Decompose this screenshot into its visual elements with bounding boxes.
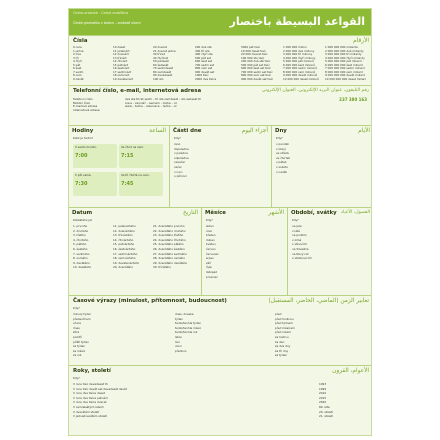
- time-expression-item: za týden: [73, 344, 86, 349]
- time-expression-item: před měsícem: [275, 325, 295, 330]
- number-item: 90 devadesát: [153, 73, 173, 77]
- year-item: 80. léta: [319, 404, 330, 409]
- number-item: 100 000 sto tisíc: [241, 55, 265, 60]
- number-item: 4 000 000 000 čtyři miliardy: [325, 55, 365, 60]
- section-title-ar: الساعة: [149, 127, 166, 134]
- number-item: 5 pět: [73, 62, 81, 67]
- brand-line: Česko-arabská · Česká arabština: [73, 11, 129, 15]
- date-item: 20. dvacátého: [113, 265, 134, 270]
- day-item: ve čtvrtek: [276, 155, 291, 160]
- date-item: 25. dvacátého pátého: [153, 242, 184, 247]
- number-item: 2 000 000 dva miliony: [283, 48, 315, 53]
- number-item: 4 000 000 čtyři miliony: [283, 55, 316, 60]
- number-item: 7 000 000 000 sedm miliard: [325, 66, 365, 70]
- number-item: 8 000 000 osm milionů: [283, 69, 316, 74]
- section-title: Roky, století: [73, 367, 111, 374]
- time-expression-item: předloni: [175, 348, 187, 353]
- panel-dny: [271, 126, 372, 207]
- season-item: v létě: [292, 228, 300, 233]
- clock-time-label: V půl osmé.: [75, 173, 92, 177]
- number-item: 1 jedna: [73, 48, 84, 53]
- day-item: v pátek: [276, 160, 287, 165]
- season-item: na Silvestra: [292, 246, 309, 251]
- time-expression-item: za tři dny: [275, 348, 289, 353]
- season-item: o Velikonocích: [292, 256, 312, 261]
- casove-col-3: [275, 313, 295, 359]
- number-item: 21 dvacet jedna: [153, 48, 176, 53]
- number-item: 4 čtyři: [73, 59, 82, 63]
- number-item: 14 čtrnáct: [113, 59, 128, 63]
- numbers-column: [325, 46, 366, 81]
- number-item: 900 devět set: [195, 69, 215, 74]
- month-item: únor: [206, 228, 213, 233]
- month-item: září: [206, 260, 212, 265]
- email-line: anna – zavináč – seznam – tečka – cz: [125, 100, 177, 105]
- number-item: 6 šest: [73, 66, 82, 70]
- date-item: 2. druhého: [73, 228, 89, 233]
- date-item: 10. desátého: [73, 265, 92, 270]
- time-expression-item: tento/tenhle rok: [175, 330, 198, 335]
- number-item: 2 dva: [73, 52, 81, 56]
- date-item: 13. třináctého: [113, 233, 133, 238]
- date-item: 16. šestnáctého: [113, 246, 136, 251]
- section-title-ar: الأيام: [358, 127, 370, 134]
- number-item: 80 osmdesát: [153, 69, 172, 74]
- datum-question: Kolikátého je?: [73, 219, 93, 222]
- section-date-row: [69, 207, 372, 295]
- clock-time-label: Ve čtvrt na osm.: [121, 145, 144, 149]
- part-of-day-item: dopoledne: [174, 146, 189, 151]
- roky-list: [73, 383, 127, 420]
- section-time-row: [69, 125, 372, 207]
- time-expression-item: před: [275, 313, 282, 316]
- time-expression-item: vloni: [175, 344, 182, 349]
- number-item: 1000 tisíc: [195, 73, 209, 77]
- number-item: 70 sedmdesát: [153, 66, 173, 70]
- month-item: říjen: [206, 265, 213, 270]
- number-item: 10 deset: [113, 46, 126, 49]
- month-item: srpen: [206, 256, 214, 261]
- season-item: v zimě: [292, 237, 302, 242]
- number-item: 40 čtyřicet: [153, 55, 169, 60]
- number-item: 5 000 000 000 pět miliard: [325, 59, 362, 63]
- phone-line: dva sta třicet sedm – tři sta osmdesát – sto šedesát tři: [125, 98, 202, 101]
- section-title: Dny: [275, 127, 287, 134]
- clock-time-box: [119, 144, 163, 168]
- number-item: 20 000 dvacet tisíc: [241, 52, 268, 56]
- section-roky: [69, 365, 372, 436]
- number-item: 3 000 000 tři miliony: [283, 52, 313, 56]
- part-of-day-item: v noci: [174, 169, 183, 174]
- section-title: Čísla: [73, 37, 88, 44]
- month-item: duben: [206, 237, 215, 242]
- year-phrase-item: V roce dva tisíce patnáct: [73, 395, 108, 400]
- part-of-day-item: navečer: [174, 160, 186, 165]
- number-item: 600 000 šest set tisíc: [241, 66, 271, 70]
- day-item: v neděli: [276, 169, 288, 174]
- number-item: 1 000 000 000 miliarda: [325, 46, 358, 49]
- date-item: 15. patnáctého: [113, 242, 135, 247]
- year-item: 2010: [319, 391, 327, 396]
- number-item: 19 devatenáct: [113, 76, 134, 81]
- banner-title: القواعد البسيطة باختصار: [229, 15, 365, 28]
- grammar-sheet: [68, 8, 372, 436]
- castdne-question: Kdy?: [174, 137, 181, 140]
- date-item: 9. devátého: [73, 260, 90, 265]
- numbers-column: [283, 46, 319, 81]
- section-title-ar: الأعوام، القرون: [332, 367, 369, 374]
- clock-time-box: [119, 172, 163, 196]
- year-item: 20. století: [319, 409, 333, 414]
- year-item: 1999: [319, 386, 327, 391]
- part-of-day-item: večer: [174, 164, 182, 169]
- casove-col-2: [175, 313, 201, 354]
- section-title-ar: الأرقام: [353, 37, 369, 44]
- time-expression-item: dnes: [73, 325, 80, 330]
- banner-subtitle: Česká gramatika v kostce – arabské slovní: [73, 21, 141, 25]
- year-phrase-item: V dvacátém století: [73, 409, 100, 414]
- month-item: leden: [206, 225, 214, 228]
- year-phrase-item: V roce dva tisíce dvacet: [73, 400, 107, 405]
- number-item: 60 šedesát: [153, 62, 169, 67]
- label-email: E-mailová adresa: [73, 104, 98, 108]
- time-expression-item: za týden: [275, 353, 288, 358]
- numbers-column: [153, 46, 176, 81]
- number-item: 300 tři sta: [195, 48, 210, 53]
- clock-time-value: 7:15: [121, 152, 134, 159]
- part-of-day-item: ráno: [174, 143, 181, 146]
- time-expression-item: letos: [175, 334, 182, 339]
- season-item: na Nový rok: [292, 251, 309, 256]
- roky-question: Kdy?: [73, 377, 80, 380]
- clock-time-label: Ve tři čtvrtě na osm.: [121, 173, 150, 177]
- time-expression-item: před hodinou: [275, 316, 294, 321]
- number-item: 15 patnáct: [113, 62, 129, 67]
- date-item: 12. dvanáctého: [113, 228, 135, 233]
- number-item: 500 000 pět set tisíc: [241, 62, 270, 67]
- hodiny-question: Kolik je hodin?: [73, 137, 94, 140]
- number-item: 20 dvacet: [153, 46, 167, 49]
- time-expression-item: tento/tenhle týden: [175, 321, 202, 326]
- season-item: o Vánocích: [292, 242, 308, 247]
- dny-list: [276, 143, 290, 175]
- time-expression-item: minulý týden: [73, 313, 92, 316]
- season-item: na podzim: [292, 233, 307, 238]
- section-casove-vyrazy: [69, 295, 372, 365]
- number-item: 12 dvanáct: [113, 52, 129, 56]
- day-item: v úterý: [276, 146, 286, 151]
- date-item: 14. čtrnáctého: [113, 237, 134, 242]
- year-item: 1093: [319, 383, 327, 386]
- number-item: 9 000 000 devět milionů: [283, 73, 318, 77]
- date-item: 17. sedmnáctého: [113, 251, 138, 256]
- panel-hodiny: [69, 126, 169, 207]
- section-title-ar: أجزاء اليوم: [241, 127, 268, 134]
- number-item: 13 třináct: [113, 55, 127, 60]
- time-expression-item: před týdnem: [275, 321, 293, 326]
- section-cisla: [69, 35, 372, 85]
- section-title-ar: الأشهر: [268, 209, 284, 216]
- roky-years: [319, 383, 333, 420]
- casove-col-1: [73, 313, 91, 359]
- date-item: 6. šestého: [73, 246, 88, 251]
- number-item: 3 tři: [73, 55, 79, 60]
- brand-text-2: Česká arabština: [101, 11, 129, 15]
- date-column: [113, 225, 139, 271]
- month-item: červenec: [206, 251, 219, 256]
- year-phrase-item: V jednadvacátém století: [73, 414, 108, 419]
- number-item: 100 sto: [153, 76, 164, 81]
- number-item: 10 000 000 deset milionů: [283, 76, 319, 81]
- time-expression-item: za měsíc: [73, 348, 86, 353]
- time-expression-item: příští týden: [73, 339, 89, 344]
- time-expression-item: za rok: [73, 353, 82, 358]
- date-item: 21. dvacátého prvního: [153, 225, 185, 228]
- time-expression-item: za dva dny: [275, 344, 291, 349]
- section-title-ar: الفصول، الأعياد: [340, 210, 370, 215]
- section-title: Datum: [72, 209, 93, 216]
- section-title: Období, svátky: [291, 209, 337, 216]
- month-item: prosinec: [206, 274, 218, 279]
- number-item: 9 devět: [73, 76, 84, 81]
- date-item: 8. osmého: [73, 256, 88, 261]
- number-item: 50 padesát: [153, 59, 169, 63]
- number-item: 10 000 000 000 deset miliard: [325, 76, 367, 81]
- number-item: 1 000 000 milion: [283, 46, 307, 49]
- year-phrase-item: V roce tisíc devadesát tři: [73, 383, 108, 386]
- time-expression-item: za hodinu: [275, 334, 289, 339]
- number-item: 3 000 000 000 tři miliardy: [325, 52, 362, 56]
- number-item: 500 pět set: [195, 55, 211, 60]
- number-item: 900 000 devět set tisíc: [241, 76, 274, 81]
- number-item: 6 000 000 000 šest miliard: [325, 62, 363, 67]
- number-item: 200 dvě stě: [195, 46, 212, 49]
- date-item: 30. třicátého: [153, 265, 171, 270]
- date-item: 18. osmnáctého: [113, 256, 136, 261]
- date-item: 24. dvacátého čtvrtého: [153, 237, 186, 242]
- panel-casti-dne: [169, 126, 271, 207]
- number-item: 600 šest set: [195, 59, 213, 63]
- time-expression-item: týden: [175, 316, 184, 321]
- part-of-day-item: o půlnoci: [174, 174, 187, 179]
- number-item: 11 jedenáct: [113, 48, 130, 53]
- number-item: 9 000 000 000 devět miliard: [325, 73, 365, 77]
- number-item: 8 000 000 000 osm miliard: [325, 69, 363, 74]
- numbers-column: [241, 46, 273, 81]
- date-item: 29. dvacátého devátého: [153, 260, 188, 265]
- number-item: 700 000 sedm set tisíc: [241, 69, 273, 74]
- year-item: 2015: [319, 395, 327, 400]
- date-item: 22. dvacátého druhého: [153, 228, 186, 233]
- section-title-ar: التاريخ: [182, 209, 198, 216]
- number-item: 18 osmnáct: [113, 73, 130, 77]
- clock-time-box: [73, 172, 117, 196]
- number-item: 800 osm set: [195, 66, 213, 70]
- section-title: Telefonní číslo, e-mail, internetová adresa: [73, 87, 202, 94]
- month-item: červen: [206, 246, 216, 251]
- time-expression-item: za den: [275, 339, 285, 344]
- number-item: 0 nula: [73, 46, 82, 49]
- date-item: 27. dvacátého sedmého: [153, 251, 187, 256]
- time-expression-item: dnes, dneska: [175, 313, 194, 316]
- date-item: 3. třetího: [73, 233, 86, 238]
- date-column: [153, 225, 187, 271]
- date-column: [73, 225, 91, 271]
- section-title: Hodiny: [72, 127, 94, 134]
- time-expression-item: předevčírem: [73, 316, 91, 321]
- date-item: 1. prvního: [73, 225, 88, 228]
- time-expression-item: včera: [73, 321, 81, 326]
- number-item: 30 třicet: [153, 52, 165, 56]
- header-banner: [69, 9, 371, 35]
- number-item: 400 čtyři sta: [195, 52, 213, 56]
- date-item: 26. dvacátého šestého: [153, 246, 185, 251]
- mesice-list: [206, 225, 219, 280]
- date-item: 28. dvacátého osmého: [153, 256, 186, 261]
- section-title-ar: تعابير الزمن (الماضي، الحاضر، المستقبل): [268, 297, 369, 304]
- number-item: 5000 pět tisíc: [241, 46, 261, 49]
- clock-time-label: V sedm (hodin).: [75, 145, 98, 149]
- part-of-day-item: v poledne: [174, 151, 188, 156]
- date-item: 19. devatenáctého: [113, 260, 140, 265]
- dny-question: Kdy?: [276, 137, 283, 140]
- number-item: 16 šestnáct: [113, 66, 130, 70]
- year-item: 2020: [319, 400, 327, 405]
- section-title-ar: رقم التليفون، عنوان البريد الإلكتروني، العنوان الإلكتروني: [261, 88, 369, 93]
- castdne-list: [174, 143, 189, 180]
- clock-time-value: 7:30: [75, 180, 88, 187]
- telefon-lines: [125, 98, 201, 109]
- casove-question: Kdy?: [73, 307, 80, 310]
- month-item: březen: [206, 233, 216, 238]
- numbers-column: [73, 46, 84, 81]
- clock-time-value: 7:45: [121, 180, 134, 187]
- section-title: Měsíce: [205, 209, 226, 216]
- panel-mesice: [201, 208, 287, 295]
- brand-text: Česko-arabská: [73, 11, 98, 15]
- label-mobile: Mobilní číslo: [73, 100, 91, 105]
- number-item: 800 000 osm set tisíc: [241, 73, 272, 77]
- number-item: 2000 dva tisíce: [195, 76, 217, 81]
- numbers-column: [195, 46, 216, 81]
- part-of-day-item: odpoledne: [174, 155, 189, 160]
- label-phone: Telefonní číslo: [73, 98, 93, 101]
- time-expression-item: před rokem: [275, 330, 292, 335]
- date-item: 4. čtvrtého: [73, 237, 89, 242]
- number-item: 10 000 deset tisíc: [241, 48, 266, 53]
- section-title: Části dne: [173, 127, 202, 134]
- day-item: v sobotu: [276, 164, 289, 169]
- clock-time-box: [73, 144, 117, 168]
- number-item: 5 000 000 pět milionů: [283, 59, 314, 63]
- phone-number: 237 380 163: [339, 97, 367, 102]
- obdobi-question: Kdy?: [292, 219, 299, 222]
- time-expression-item: loni: [175, 339, 181, 344]
- number-item: 6 000 000 šest milionů: [283, 62, 316, 67]
- number-item: 200 000 dvě stě tisíc: [241, 59, 271, 63]
- month-item: listopad: [206, 269, 218, 274]
- time-expression-item: tento/tenhle měsíc: [175, 325, 202, 330]
- section-telefon: [69, 85, 372, 125]
- number-item: 17 sedmnáct: [113, 69, 132, 74]
- section-title: Časové výrazy (minulost, přítomnost, budoucnost): [73, 297, 227, 304]
- panel-obdobi: [287, 208, 372, 295]
- date-item: 11. jedenáctého: [113, 225, 136, 228]
- year-phrase-item: V roce dva tisíce deset: [73, 391, 105, 396]
- year-item: 21. století: [319, 414, 333, 419]
- year-phrase-item: V roce tisíc devět set devadesát devět: [73, 386, 127, 391]
- number-item: 700 sedm set: [195, 62, 215, 67]
- clock-time-value: 7:00: [75, 152, 88, 159]
- number-item: 2 000 000 000 dvě miliardy: [325, 48, 364, 53]
- date-item: 7. sedmého: [73, 251, 90, 256]
- mesice-question: Kdy?: [206, 219, 213, 222]
- panel-datum: [69, 208, 201, 295]
- numbers-column: [113, 46, 133, 81]
- day-item: ve středu: [276, 151, 290, 156]
- day-item: v pondělí: [276, 143, 289, 146]
- label-web: Internetová adresa: [73, 107, 100, 112]
- season-item: na jaře: [292, 225, 302, 228]
- time-expression-item: pozítří: [73, 334, 82, 339]
- date-item: 23. dvacátého třetího: [153, 233, 184, 238]
- date-item: 5. pátého: [73, 242, 87, 247]
- time-expression-item: zítra: [73, 330, 80, 335]
- obdobi-list: [292, 225, 312, 262]
- year-phrase-item: V osmdesátých letech: [73, 404, 104, 409]
- number-item: 7 sedm: [73, 69, 84, 74]
- number-item: 8 osm: [73, 73, 82, 77]
- web-line: www – tečka – rezervace – tečka – cz: [125, 104, 177, 108]
- month-item: květen: [206, 242, 216, 247]
- number-item: 7 000 000 sedm milionů: [283, 66, 318, 70]
- telefon-labels: [73, 98, 100, 112]
